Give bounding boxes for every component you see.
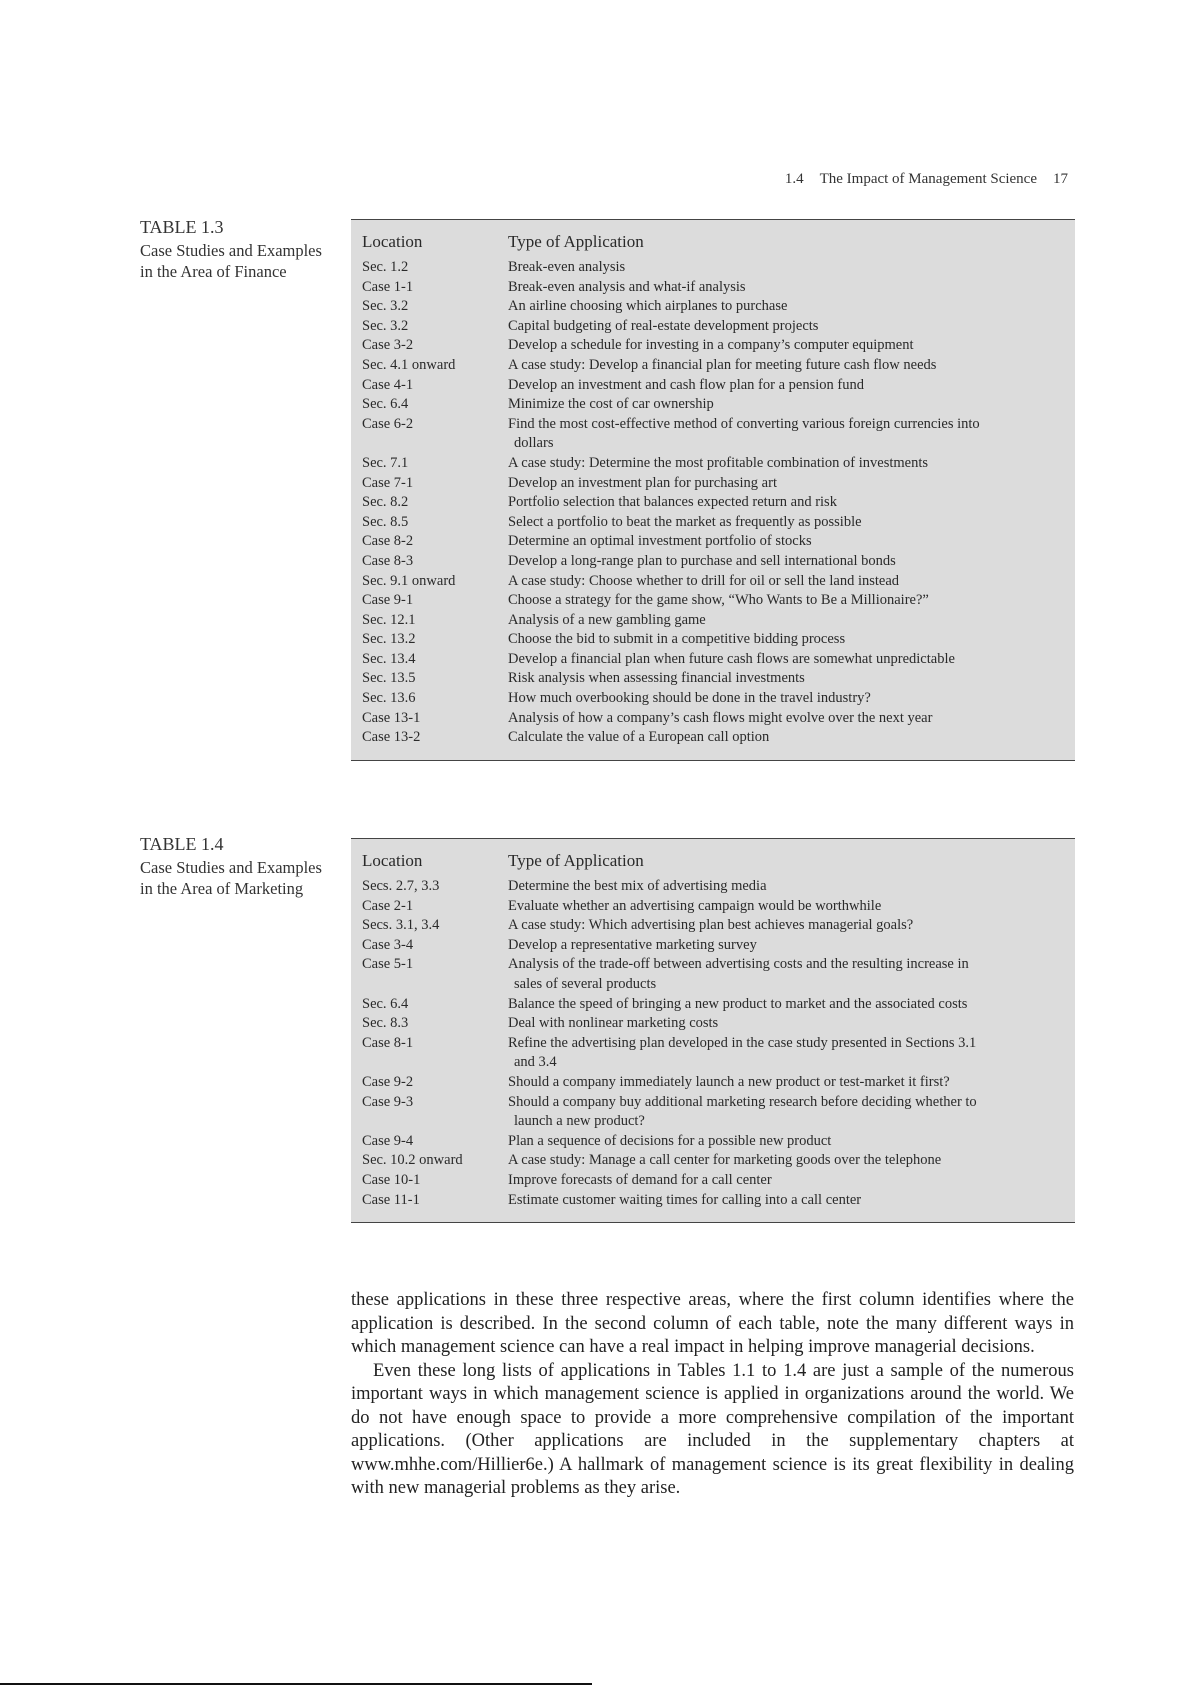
location-cell: Case 13-2 <box>362 729 421 746</box>
application-cell <box>508 709 1075 729</box>
application-cell <box>508 513 1075 533</box>
table-row <box>351 1151 1075 1171</box>
location-cell: Case 3-2 <box>362 337 414 354</box>
application-text: Improve forecasts of demand for a call center <box>508 1171 772 1188</box>
location-cell: Case 8-1 <box>362 1034 414 1051</box>
application-cell <box>508 611 1075 631</box>
table-row <box>351 278 1075 298</box>
application-text: Refine the advertising plan developed in the case study presented in Sections 3.1 <box>508 1034 977 1051</box>
table-number: TABLE 1.3 <box>140 217 224 237</box>
running-head <box>0 171 1068 188</box>
location-cell: Sec. 8.5 <box>362 513 409 530</box>
application-text: Choose the bid to submit in a competitive bidding process <box>508 631 846 648</box>
application-text: Analysis of how a company’s cash flows might evolve over the next year <box>508 709 933 726</box>
application-text: Evaluate whether an advertising campaign would be worthwhile <box>508 897 882 914</box>
location-cell: Case 4-1 <box>362 376 414 393</box>
application-text: A case study: Which advertising plan best achieves managerial goals? <box>508 917 914 934</box>
application-cell <box>508 995 1075 1015</box>
application-text: Choose a strategy for the game show, “Who Wants to Be a Millionaire?” <box>508 592 929 609</box>
location-cell: Case 11-1 <box>362 1191 420 1208</box>
application-cell <box>508 493 1075 513</box>
table-row <box>351 936 1075 956</box>
application-text: Capital budgeting of real-estate development projects <box>508 317 819 334</box>
application-cell <box>508 669 1075 689</box>
table-row <box>351 1132 1075 1152</box>
table-row <box>351 591 1075 611</box>
table-row <box>351 630 1075 650</box>
table-1-4-caption <box>140 834 330 900</box>
application-cell <box>508 1191 1075 1211</box>
location-cell: Sec. 1.2 <box>362 259 409 275</box>
application-text: Select a portfolio to beat the market as frequently as possible <box>508 513 862 530</box>
application-cell <box>508 278 1075 298</box>
application-cell <box>508 1034 1075 1073</box>
table-row <box>351 454 1075 474</box>
application-cell <box>508 1151 1075 1171</box>
table-row <box>351 1171 1075 1191</box>
table-1-3 <box>351 219 1075 761</box>
application-text: An airline choosing which airplanes to purchase <box>508 298 788 315</box>
application-cell <box>508 356 1075 376</box>
application-cell <box>508 572 1075 592</box>
table-1-3-caption <box>140 217 330 283</box>
column-header-location: Location <box>362 232 423 251</box>
table-caption-text: Case Studies and Examples in the Area of Finance <box>140 240 322 281</box>
application-text: A case study: Choose whether to drill for oil or sell the land instead <box>508 572 900 589</box>
table-row <box>351 669 1075 689</box>
location-cell: Secs. 2.7, 3.3 <box>362 878 440 894</box>
table-row <box>351 317 1075 337</box>
application-text: Risk analysis when assessing financial investments <box>508 670 805 687</box>
location-cell: Sec. 10.2 onward <box>362 1152 463 1169</box>
table-row <box>351 955 1075 994</box>
location-cell: Sec. 6.4 <box>362 995 409 1012</box>
table-body <box>351 877 1075 1210</box>
application-cell <box>508 474 1075 494</box>
application-cell <box>508 591 1075 611</box>
running-head-title: The Impact of Management Science <box>819 171 1037 187</box>
application-cell <box>508 1171 1075 1191</box>
running-head-section: 1.4 <box>784 171 804 187</box>
location-cell: Case 9-3 <box>362 1093 414 1110</box>
location-cell: Case 9-1 <box>362 592 414 609</box>
table-header-row <box>351 845 1075 877</box>
application-cell <box>508 415 1075 454</box>
table-row <box>351 356 1075 376</box>
application-text: Develop a representative marketing survey <box>508 936 757 953</box>
body-text <box>351 1289 1074 1501</box>
table-row <box>351 1014 1075 1034</box>
application-cell <box>508 376 1075 396</box>
table-row <box>351 728 1075 748</box>
location-cell: Sec. 8.3 <box>362 1015 409 1032</box>
application-continuation: and 3.4 <box>514 1054 557 1071</box>
application-text: Break-even analysis <box>508 259 626 275</box>
application-continuation: launch a new product? <box>514 1113 645 1130</box>
application-text: Plan a sequence of decisions for a possible new product <box>508 1132 832 1149</box>
location-cell: Case 10-1 <box>362 1171 421 1188</box>
table-row <box>351 532 1075 552</box>
application-text: Balance the speed of bringing a new product to market and the associated costs <box>508 995 968 1012</box>
location-cell: Sec. 6.4 <box>362 396 409 413</box>
application-cell <box>508 897 1075 917</box>
application-text: Develop an investment plan for purchasing art <box>508 474 777 491</box>
application-text: Portfolio selection that balances expected return and risk <box>508 494 837 511</box>
application-text: Should a company immediately launch a new product or test-market it first? <box>508 1073 950 1090</box>
application-text: Analysis of the trade-off between advertising costs and the resulting increase in <box>508 956 969 973</box>
application-text: Develop a long-range plan to purchase and sell international bonds <box>508 552 896 569</box>
table-row <box>351 493 1075 513</box>
table-row <box>351 877 1075 897</box>
table-row <box>351 995 1075 1015</box>
location-cell: Case 8-2 <box>362 533 414 550</box>
location-cell: Case 9-2 <box>362 1073 414 1090</box>
location-cell: Sec. 13.2 <box>362 631 416 648</box>
application-text: Develop a schedule for investing in a company’s computer equipment <box>508 337 914 354</box>
application-text: Develop an investment and cash flow plan for a pension fund <box>508 376 864 393</box>
table-row <box>351 1034 1075 1073</box>
location-cell: Sec. 4.1 onward <box>362 356 456 373</box>
application-cell <box>508 916 1075 936</box>
table-row <box>351 376 1075 396</box>
table-row <box>351 1191 1075 1211</box>
location-cell: Case 7-1 <box>362 474 414 491</box>
table-row <box>351 897 1075 917</box>
location-cell: Case 2-1 <box>362 897 414 914</box>
location-cell: Sec. 9.1 onward <box>362 572 456 589</box>
table-1-4 <box>351 838 1075 1223</box>
application-text: Break-even analysis and what-if analysis <box>508 278 746 295</box>
application-text: Deal with nonlinear marketing costs <box>508 1015 719 1032</box>
application-cell <box>508 1132 1075 1152</box>
table-caption-text: Case Studies and Examples in the Area of Marketing <box>140 857 322 898</box>
table-body <box>351 258 1075 748</box>
table-row <box>351 258 1075 278</box>
page-number: 17 <box>1053 171 1068 187</box>
application-cell <box>508 395 1075 415</box>
application-cell <box>508 552 1075 572</box>
application-cell <box>508 650 1075 670</box>
table-row <box>351 572 1075 592</box>
application-text: A case study: Manage a call center for marketing goods over the telephone <box>508 1152 942 1169</box>
application-text: Should a company buy additional marketing research before deciding whether to <box>508 1093 977 1110</box>
location-cell: Case 9-4 <box>362 1132 414 1149</box>
application-cell <box>508 297 1075 317</box>
application-cell <box>508 317 1075 337</box>
table-row <box>351 552 1075 572</box>
application-cell <box>508 1014 1075 1034</box>
location-cell: Sec. 12.1 <box>362 611 416 628</box>
table-row <box>351 689 1075 709</box>
application-text: Determine the best mix of advertising media <box>508 878 767 894</box>
application-cell <box>508 728 1075 748</box>
column-header-location: Location <box>362 851 423 870</box>
location-cell: Sec. 7.1 <box>362 454 409 471</box>
location-cell: Case 3-4 <box>362 936 414 953</box>
location-cell: Sec. 3.2 <box>362 317 409 334</box>
table-row <box>351 916 1075 936</box>
table-header-row <box>351 226 1075 258</box>
application-cell <box>508 877 1075 897</box>
paragraph: these applications in these three respective areas, where the first column identifies where the application is described. In the second column of each table, note the many different ways in which management science can have a real impact in helping improve managerial decisions. <box>351 1290 1074 1357</box>
table-row <box>351 395 1075 415</box>
application-text: Find the most cost-effective method of converting various foreign currencies into <box>508 415 980 432</box>
column-header-application: Type of Application <box>508 232 644 251</box>
location-cell: Case 8-3 <box>362 552 414 569</box>
table-row <box>351 297 1075 317</box>
table-row <box>351 474 1075 494</box>
column-header-application: Type of Application <box>508 851 644 870</box>
location-cell: Case 13-1 <box>362 709 421 726</box>
application-cell <box>508 936 1075 956</box>
location-cell: Case 6-2 <box>362 415 414 432</box>
application-cell <box>508 454 1075 474</box>
application-text: Minimize the cost of car ownership <box>508 396 714 413</box>
application-cell <box>508 1093 1075 1132</box>
application-text: Calculate the value of a European call option <box>508 729 770 746</box>
table-row <box>351 415 1075 454</box>
paragraph: Even these long lists of applications in Tables 1.1 to 1.4 are just a sample of the numerous important ways in which management science is applied in organizations around the world. We do not have enough space to provide a more comprehensive compilation of the important applications. (Other applications are included in the supplementary chapters at www.mhhe.com/Hillier6e.) A hallmark of management science is its great flexibility in dealing with new managerial problems as they arise. <box>351 1360 1074 1498</box>
application-text: How much overbooking should be done in the travel industry? <box>508 690 871 707</box>
application-text: Estimate customer waiting times for calling into a call center <box>508 1191 862 1208</box>
application-continuation: dollars <box>514 435 554 452</box>
application-text: Analysis of a new gambling game <box>508 611 706 628</box>
location-cell: Sec. 8.2 <box>362 494 409 511</box>
table-row <box>351 611 1075 631</box>
application-cell <box>508 689 1075 709</box>
table-row <box>351 1093 1075 1132</box>
application-text: Determine an optimal investment portfolio of stocks <box>508 533 812 550</box>
application-cell <box>508 955 1075 994</box>
application-cell <box>508 258 1075 278</box>
application-cell <box>508 336 1075 356</box>
table-row <box>351 513 1075 533</box>
table-row <box>351 336 1075 356</box>
location-cell: Sec. 13.6 <box>362 690 416 707</box>
location-cell: Secs. 3.1, 3.4 <box>362 917 440 934</box>
location-cell: Case 1-1 <box>362 278 414 295</box>
table-row <box>351 1073 1075 1093</box>
application-text: Develop a financial plan when future cash flows are somewhat unpredictable <box>508 650 955 667</box>
application-cell <box>508 1073 1075 1093</box>
application-cell <box>508 532 1075 552</box>
application-text: A case study: Develop a financial plan for meeting future cash flow needs <box>508 356 937 373</box>
location-cell: Sec. 13.5 <box>362 670 416 687</box>
location-cell: Sec. 3.2 <box>362 298 409 315</box>
location-cell: Sec. 13.4 <box>362 650 416 667</box>
table-row <box>351 709 1075 729</box>
application-continuation: sales of several products <box>514 975 657 992</box>
application-text: A case study: Determine the most profitable combination of investments <box>508 454 929 471</box>
table-row <box>351 650 1075 670</box>
table-number: TABLE 1.4 <box>140 834 224 854</box>
location-cell: Case 5-1 <box>362 956 414 973</box>
application-cell <box>508 630 1075 650</box>
